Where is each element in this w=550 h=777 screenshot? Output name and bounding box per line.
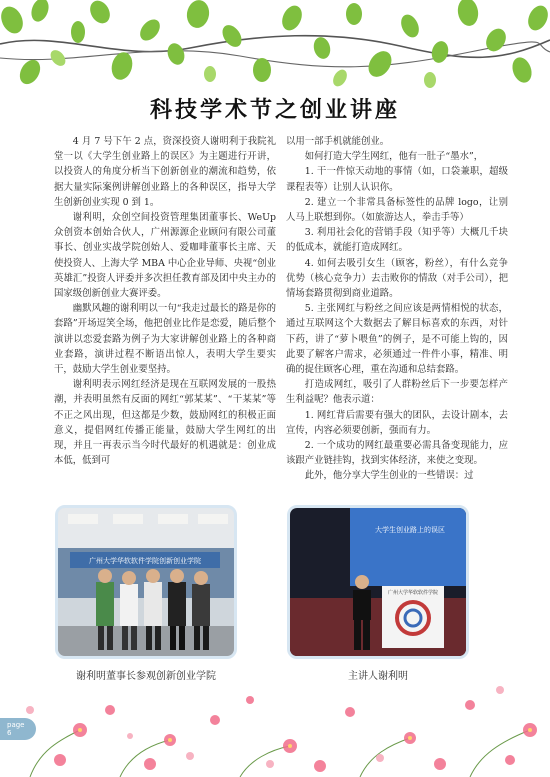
paragraph: 打造成网红，吸引了人群粉丝后下一步要怎样产生利益呢？他表示道： — [286, 379, 508, 406]
paragraph: 5. 主张网红与粉丝之间应该是两情相悦的状态，通过互联网这个大数据去了解目标喜欢的东西，对针下药，讲了“萝卜喂鱼”的例子，是不可能上钩的，因此要了解客户需求，必须通过一件件小事，精准、明确的捉住顾客心理，重在沟通和总结套路。 — [286, 303, 508, 376]
paragraph: 1. 干一件惊天动地的事情（如，口袋兼职，超级课程表等）让别人认识你。 — [286, 166, 508, 193]
vine-leaf-banner — [0, 0, 550, 92]
vine-stem-2 — [0, 42, 550, 67]
group-visit-photo — [55, 505, 237, 659]
screen-text: 大学生创业路上的误区 — [375, 526, 445, 534]
speaker-photo — [287, 505, 469, 659]
leaf-group — [0, 0, 550, 88]
left-column — [54, 134, 276, 468]
photo-caption: 谢利明董事长参观创新创业学院 — [76, 671, 216, 682]
paragraph: 谢利明表示网红经济是现在互联网发展的一股热潮，并表明虽然有反面的网红“郭某某”、“干某某”等不正之风出现，但这都是少数，鼓励网红的积极正面意义，提倡网红传播正能量，鼓励大学生网红的出现，并且一再表示当今时代最好的机遇就是：创业成本低，低到可 — [54, 379, 276, 467]
page-number: 6 — [7, 729, 12, 737]
paragraph: 2. 建立一个非常具备标签性的品牌 logo，让别人马上联想到你。（如旅游达人，拳击手等） — [286, 196, 508, 224]
paragraph: 4. 如何去吸引女生（顾客，粉丝），有什么竞争优势（核心竞争力）去击败你的情敌（对手公司），把情场套路贯彻到商业道路。 — [286, 257, 508, 300]
paragraph: 幽默风趣的谢利明以一句“我走过最长的路是你的套路”开场逗笑全场，他把创业比作是恋爱，随后整个演讲以恋爱套路为例子为大家讲解创业路上的各种商业套路，演讲过程不断语出惊人，表明大学生要实干，鼓励大学生创业要坚持。 — [54, 303, 276, 376]
paragraph: 4 月 7 号下午 2 点，资深投资人谢明利于我院礼堂一以《大学生创业路上的误区》为主题进行开讲，以投资人的角度分析当下创新创业的潮流和趋势，依据大量实际案例讲解创业路上的各种误区，指导大学生创新创业实现 0 到 1。 — [54, 136, 276, 208]
paragraph: 谢利明，众创空间投资管理集团董事长、WeUp 众创资本创始合伙人，广州源源企业顾问有限公司董事长、创业实战学院创始人、爱咖啡董事长主席、天使投资人、上海大学 MBA 中心企业导师、央视“创业英雄汇”投资人评委并多次担任教育部及团中央主办的国家级创新创业大赛评委。 — [54, 212, 276, 300]
paragraph: 如何打造大学生网红，他有一肚子“墨水”， — [304, 151, 484, 163]
paragraph: 2. 一个成功的网红最重要必需具备变现能力，应该跟产业链挂钩，找到实体经济，来使之变现。 — [286, 440, 508, 467]
podium-text: 广州大学华软软件学院 — [387, 590, 439, 596]
article-title: 科技学术节之创业讲座 — [149, 98, 400, 123]
paragraph: 1. 网红背后需要有强大的团队，去设计剧本，去宣传，内容必须要创新，强而有力。 — [286, 409, 508, 436]
page-number-badge — [0, 718, 36, 740]
photo-caption: 主讲人谢利明 — [348, 671, 408, 682]
page-label: page — [7, 721, 25, 729]
banner-text: 广州大学华软软件学院创新创业学院 — [89, 557, 201, 565]
flower-decoration — [0, 660, 550, 777]
paragraph: 3. 利用社会化的营销手段（知乎等）大概几千块的低成本，就能打造成网红。 — [286, 227, 508, 254]
paragraph: 以用一部手机就能创业。 — [286, 136, 390, 147]
paragraph: 此外，他分享大学生创业的一些错误：过 — [304, 470, 474, 482]
right-column — [286, 134, 508, 484]
